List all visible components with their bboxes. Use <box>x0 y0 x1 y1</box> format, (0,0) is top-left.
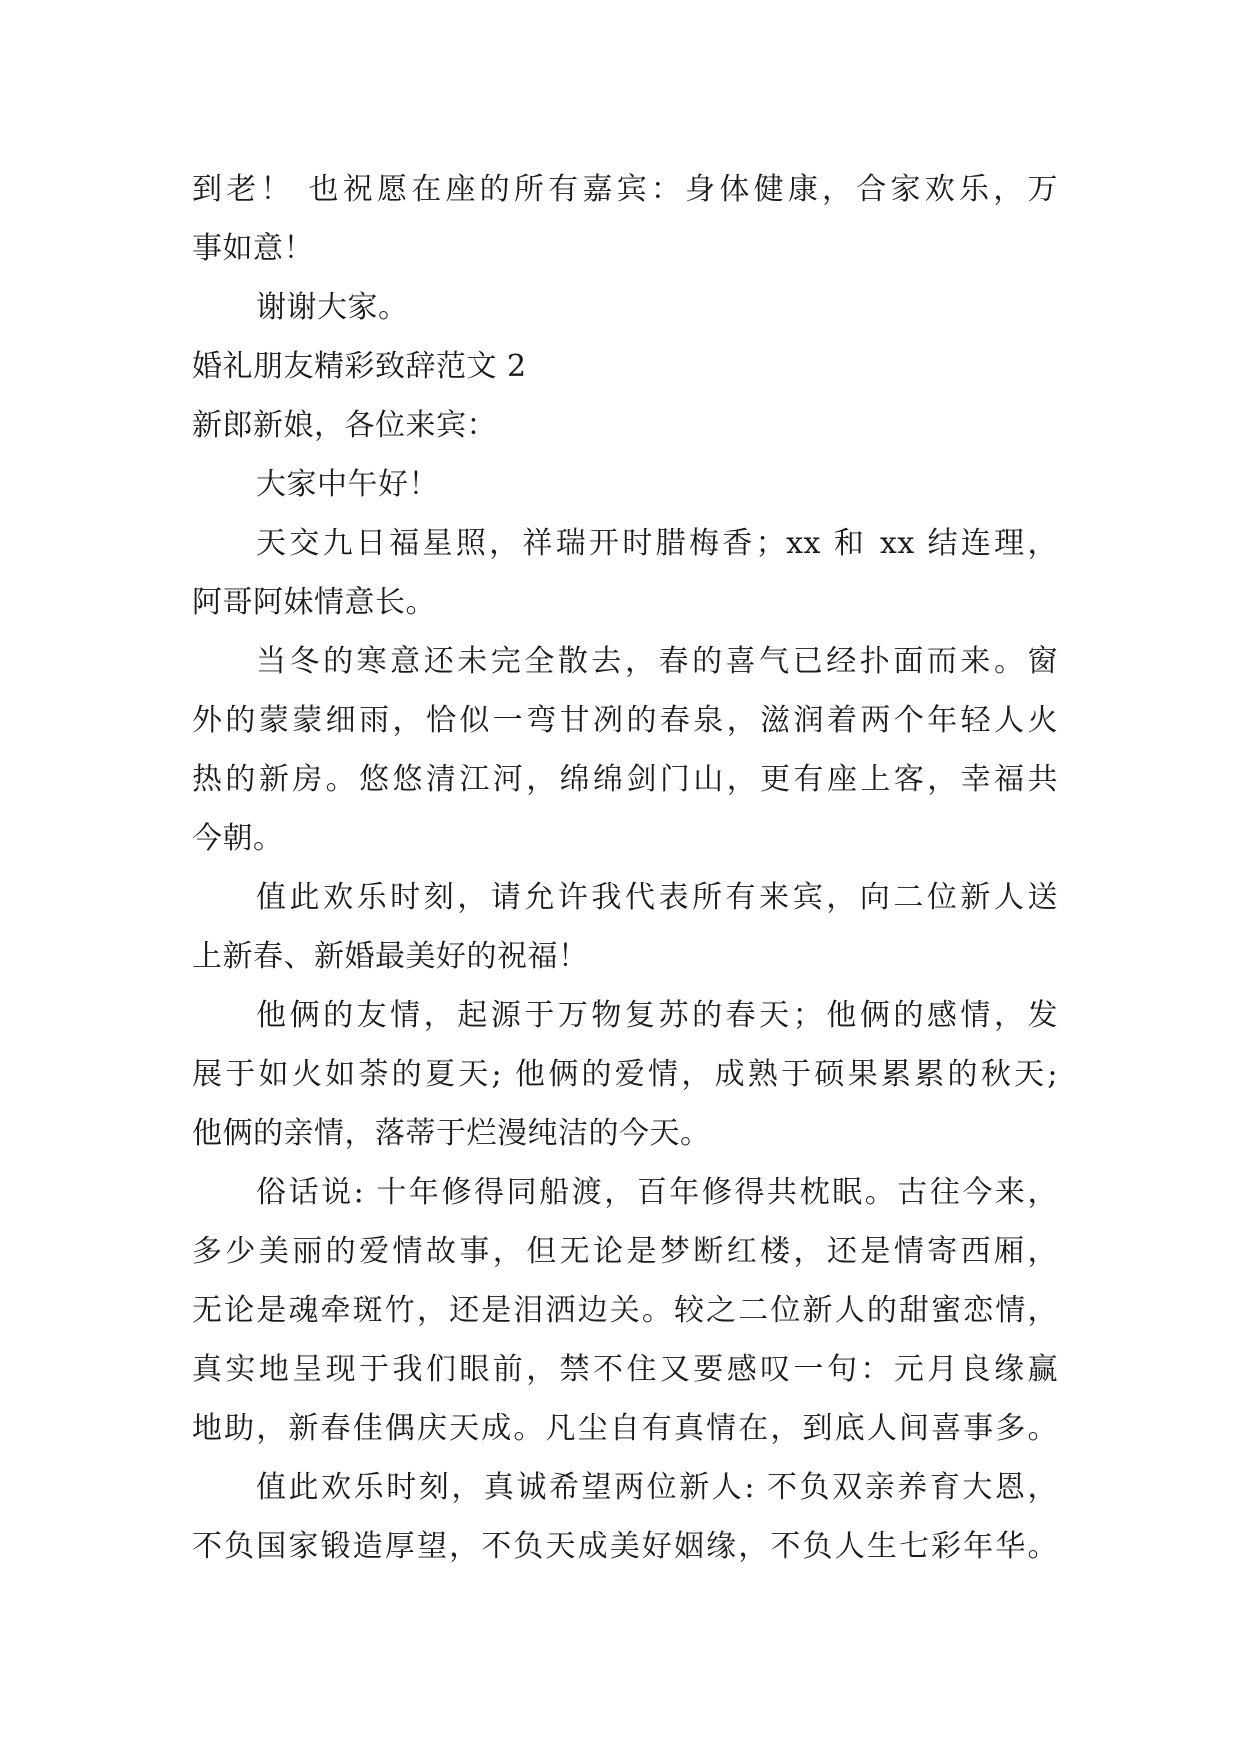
text-line: 事如意！ <box>192 231 314 266</box>
text-line: 大家中午好！ <box>256 467 439 502</box>
text-line: 今朝。 <box>192 821 284 856</box>
text-line: 外的蒙蒙细雨，恰似一弯甘冽的春泉，滋润着两个年轻人火 <box>192 703 1058 738</box>
text-line: 当冬的寒意还未完全散去，春的喜气已经扑面而来。窗 <box>256 644 1058 679</box>
text-line: 不负国家锻造厚望，不负天成美好姻缘，不负人生七彩年华。 <box>192 1529 1058 1564</box>
text-line: 到老！ 也祝愿在座的所有嘉宾：身体健康，合家欢乐，万 <box>192 172 1058 207</box>
text-line: 阿哥阿妹情意长。 <box>192 585 436 620</box>
text-line: 谢谢大家。 <box>256 290 409 325</box>
text-line: 值此欢乐时刻，真诚希望两位新人: 不负双亲养育大恩， <box>256 1470 1058 1505</box>
text-line: 婚礼朋友精彩致辞范文 2 <box>192 349 527 384</box>
text-line: 真实地呈现于我们眼前，禁不住又要感叹一句：元月良缘赢 <box>192 1352 1058 1387</box>
text-line: 他俩的亲情，落蒂于烂漫纯洁的今天。 <box>192 1116 711 1151</box>
text-line: 热的新房。悠悠清江河，绵绵剑门山，更有座上客，幸福共 <box>192 762 1058 797</box>
text-line: 新郎新娘，各位来宾： <box>192 408 497 443</box>
text-line: 展于如火如荼的夏天; 他俩的爱情，成熟于硕果累累的秋天; <box>192 1057 1058 1092</box>
text-line: 值此欢乐时刻，请允许我代表所有来宾，向二位新人送 <box>256 880 1058 915</box>
text-line: 多少美丽的爱情故事，但无论是梦断红楼，还是情寄西厢， <box>192 1234 1058 1269</box>
text-line: 地助，新春佳偶庆天成。凡尘自有真情在，到底人间喜事多。 <box>192 1411 1058 1446</box>
text-line: 他俩的友情，起源于万物复苏的春天；他俩的感情，发 <box>256 998 1058 1033</box>
text-line: 天交九日福星照，祥瑞开时腊梅香；xx 和 xx 结连理， <box>256 526 1058 561</box>
text-line: 无论是魂牵斑竹，还是泪洒边关。较之二位新人的甜蜜恋情， <box>192 1293 1058 1328</box>
document-body <box>192 160 1058 1576</box>
text-line: 上新春、新婚最美好的祝福！ <box>192 939 589 974</box>
text-line: 俗话说: 十年修得同船渡，百年修得共枕眠。古往今来， <box>256 1175 1058 1210</box>
